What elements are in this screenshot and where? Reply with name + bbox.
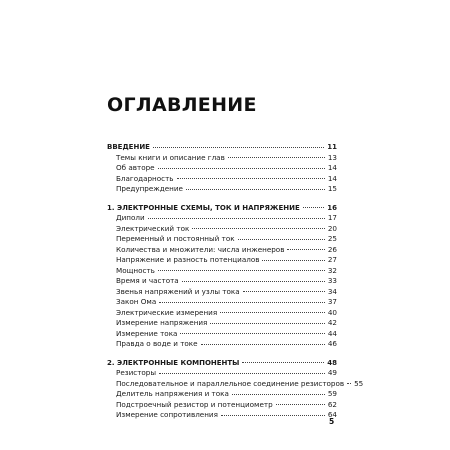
toc-page-number: 34	[327, 286, 337, 296]
dot-leader	[238, 239, 325, 240]
toc-entry	[107, 368, 337, 379]
toc-entry-title: Переменный и постоянный ток	[116, 234, 235, 243]
toc-page-number: 13	[327, 152, 337, 162]
toc-page-number: 64	[327, 410, 337, 419]
toc-entry	[107, 174, 337, 185]
toc-entry	[107, 400, 337, 411]
toc-entry	[107, 297, 337, 308]
toc-page-number: 44	[327, 328, 337, 338]
table-of-contents	[107, 142, 364, 421]
dot-leader	[192, 228, 325, 229]
toc-heading-title: 1. ЭЛЕКТРОННЫЕ СХЕМЫ, ТОК И НАПРЯЖЕНИЕ	[107, 203, 300, 212]
toc-entry-title: Предупреждение	[116, 184, 183, 193]
toc-section-chapter-2	[107, 358, 364, 421]
toc-entry-title: Диполи	[116, 213, 145, 222]
toc-heading	[107, 142, 337, 153]
toc-entry-title: Темы книги и описание глав	[116, 152, 225, 162]
toc-entry-title: Благодарность	[116, 173, 174, 183]
dot-leader	[180, 333, 324, 334]
toc-entry-title: Звенья напряжений и узлы тока	[116, 286, 240, 296]
toc-section-chapter-1	[107, 203, 337, 350]
toc-page-number: 48	[327, 358, 337, 367]
toc-entry	[107, 255, 337, 266]
page-title: ОГЛАВЛЕНИЕ	[107, 94, 257, 116]
toc-entry-title: Электрический ток	[116, 223, 190, 233]
toc-page-number: 37	[327, 297, 337, 306]
toc-page-number: 26	[327, 244, 337, 254]
dot-leader	[182, 281, 325, 282]
toc-entry-title: Об авторе	[116, 163, 155, 172]
toc-entry-title: Закон Ома	[116, 297, 157, 306]
toc-page-number: 49	[327, 368, 337, 377]
toc-entry-title: Последовательное и параллельное соединение резисторов	[116, 378, 345, 388]
toc-page-number: 17	[327, 213, 337, 222]
toc-entry	[107, 266, 337, 277]
dot-leader	[276, 404, 325, 405]
dot-leader	[287, 249, 324, 250]
dot-leader	[221, 415, 325, 416]
toc-entry	[107, 389, 337, 400]
dot-leader	[262, 260, 324, 261]
dot-leader	[201, 344, 325, 345]
toc-page-number: 20	[327, 223, 337, 233]
dot-leader	[347, 383, 351, 384]
dot-leader	[228, 157, 325, 158]
toc-entry-title: Измерение сопротивления	[116, 410, 218, 419]
toc-entry	[107, 153, 337, 164]
toc-entry-title: Мощность	[116, 265, 155, 275]
page-number: 5	[329, 417, 335, 426]
toc-page-number: 14	[327, 163, 337, 172]
dot-leader	[210, 323, 324, 324]
toc-entry	[107, 378, 364, 390]
toc-page-number: 11	[327, 143, 337, 151]
dot-leader	[153, 147, 324, 148]
toc-page-number: 46	[327, 339, 337, 348]
dot-leader	[186, 189, 325, 190]
toc-entry	[107, 245, 337, 256]
toc-entry-title: Напряжение и разность потенциалов	[116, 255, 260, 264]
dot-leader	[158, 270, 325, 271]
toc-entry-title: Количества и множители: числа инженеров	[116, 244, 285, 254]
dot-leader	[303, 207, 324, 208]
toc-entry-title: Резисторы	[116, 368, 157, 377]
toc-page-number: 42	[327, 318, 337, 327]
toc-entry-title: Правда о воде и токе	[116, 339, 198, 348]
toc-entry	[107, 213, 337, 224]
toc-entry	[107, 234, 337, 245]
toc-entry	[107, 224, 337, 235]
toc-heading-title: 2. ЭЛЕКТРОННЫЕ КОМПОНЕНТЫ	[107, 358, 240, 367]
toc-page-number: 25	[327, 234, 337, 243]
toc-entry	[107, 184, 337, 195]
dot-leader	[158, 168, 325, 169]
dot-leader	[243, 291, 325, 292]
dot-leader	[242, 362, 324, 363]
toc-entry-title: Время и частота	[116, 276, 179, 285]
dot-leader	[159, 373, 325, 374]
toc-entry-title: Измерение тока	[116, 328, 178, 338]
toc-page-number: 33	[327, 276, 337, 285]
toc-page-number: 14	[327, 173, 337, 183]
dot-leader	[220, 312, 325, 313]
toc-entry	[107, 276, 337, 287]
toc-page-number: 40	[327, 307, 337, 317]
toc-entry-title: Делитель напряжения и тока	[116, 389, 229, 398]
toc-heading-title: ВВЕДЕНИЕ	[107, 143, 150, 151]
toc-page-number: 59	[327, 389, 337, 398]
toc-heading	[107, 358, 337, 369]
toc-entry	[107, 329, 337, 340]
toc-page-number: 55	[354, 378, 364, 388]
toc-entry	[107, 308, 337, 319]
toc-entry	[107, 410, 337, 421]
toc-section-introduction	[107, 142, 337, 195]
toc-entry	[107, 163, 337, 174]
dot-leader	[232, 394, 325, 395]
toc-entry	[107, 339, 337, 350]
toc-page-number: 15	[327, 184, 337, 193]
toc-entry	[107, 318, 337, 329]
toc-heading	[107, 203, 337, 214]
toc-entry	[107, 287, 337, 298]
toc-entry-title: Электрические измерения	[116, 307, 218, 317]
dot-leader	[177, 178, 325, 179]
toc-page-number: 27	[327, 255, 337, 264]
toc-entry-title: Измерение напряжения	[116, 318, 208, 327]
toc-page-number: 16	[327, 203, 337, 212]
dot-leader	[148, 218, 325, 219]
toc-page-number: 62	[327, 399, 337, 409]
toc-page-number: 32	[327, 265, 337, 275]
toc-entry-title: Подстроечный резистор и потенциометр	[116, 399, 273, 409]
dot-leader	[159, 302, 325, 303]
